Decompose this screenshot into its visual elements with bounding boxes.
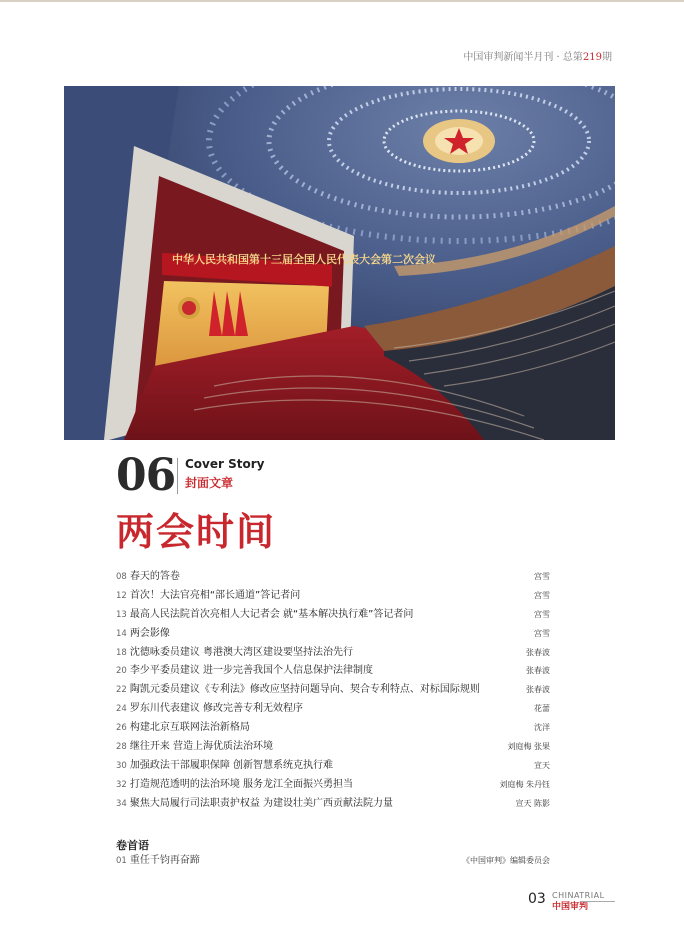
toc-author: 张春波 xyxy=(526,666,550,676)
toc-author: 刘庭梅 张果 xyxy=(507,742,550,752)
toc-title: 两会影像 xyxy=(129,627,170,639)
toc-page: 08 xyxy=(116,572,127,582)
toc-page: 12 xyxy=(116,590,127,601)
toc-title: 沈德咏委员建议 粤港澳大湾区建设要坚持法治先行 xyxy=(129,646,354,658)
toc-title: 首次！大法官亮相“部长通道”答记者问 xyxy=(129,589,301,601)
toc-author: 张春波 xyxy=(526,685,550,695)
toc-title: 春天的答卷 xyxy=(129,571,180,582)
toc-author: 宫雪 xyxy=(534,590,550,600)
toc-title: 聚焦大局履行司法职责护权益 为建设壮美广西贡献法院力量 xyxy=(129,797,394,809)
table-of-contents xyxy=(116,568,550,814)
toc-entry[interactable] xyxy=(116,644,550,663)
toc-entry[interactable] xyxy=(116,776,550,795)
toc-title: 打造规范透明的法治环境 服务龙江全面振兴勇担当 xyxy=(129,778,354,790)
section-label-en: Cover Story xyxy=(185,457,265,471)
toc-title: 最高人民法院首次亮相人大记者会 就“基本解决执行难”答记者问 xyxy=(129,608,414,620)
preface-heading: 卷首语 xyxy=(116,839,149,852)
section-number: 06 xyxy=(116,450,176,501)
toc-entry[interactable] xyxy=(116,625,550,644)
great-hall-photo xyxy=(64,86,615,440)
toc-entry[interactable] xyxy=(116,606,550,625)
cover-photo xyxy=(64,86,615,440)
toc-entry[interactable] xyxy=(116,795,550,814)
preface-entry[interactable] xyxy=(116,852,550,870)
toc-author: 花蕾 xyxy=(534,704,550,714)
toc-entry[interactable] xyxy=(116,662,550,681)
running-header xyxy=(463,48,612,63)
section-label-cn: 封面文章 xyxy=(185,476,234,490)
toc-author: 宣天 陈影 xyxy=(515,798,550,808)
toc-page: 28 xyxy=(116,742,127,753)
section-divider xyxy=(177,458,178,494)
header-suffix: 期 xyxy=(602,52,612,63)
preface-title: 重任千钧再奋蹄 xyxy=(129,855,200,866)
header-issue-number: 219 xyxy=(582,52,602,63)
footer-rule xyxy=(580,901,615,902)
toc-title: 继往开来 营造上海优质法治环境 xyxy=(129,741,274,753)
toc-page: 32 xyxy=(116,779,127,790)
toc-page: 14 xyxy=(116,628,127,639)
toc-page: 22 xyxy=(116,685,127,696)
toc-title: 陶凯元委员建议《专利法》修改应坚持问题导向、契合专利特点、对标国际规则 xyxy=(129,684,480,696)
toc-page: 20 xyxy=(116,666,127,677)
toc-title: 罗东川代表建议 修改完善专利无效程序 xyxy=(129,703,304,715)
toc-entry[interactable] xyxy=(116,757,550,776)
toc-title: 构建北京互联网法治新格局 xyxy=(129,722,250,734)
preface-page: 01 xyxy=(116,856,127,866)
toc-author: 沈洋 xyxy=(534,723,550,733)
toc-entry[interactable] xyxy=(116,681,550,700)
header-prefix: 中国审判新闻半月刊 · 总第 xyxy=(463,52,583,63)
toc-entry[interactable] xyxy=(116,719,550,738)
toc-page: 30 xyxy=(116,760,127,771)
toc-entry[interactable] xyxy=(116,738,550,757)
toc-page: 34 xyxy=(116,798,127,809)
toc-author: 刘庭梅 朱丹钰 xyxy=(499,779,550,789)
toc-page: 18 xyxy=(116,647,127,658)
toc-page: 24 xyxy=(116,704,127,715)
toc-author: 宫雪 xyxy=(534,628,550,638)
banner-text: 中华人民共和国第十三届全国人民代表大会第二次会议 xyxy=(172,253,436,266)
toc-entry[interactable] xyxy=(116,568,550,587)
toc-entry[interactable] xyxy=(116,700,550,719)
toc-page: 13 xyxy=(116,609,127,620)
toc-title: 加强政法干部履职保障 创新智慧系统克执行难 xyxy=(129,759,334,771)
brand-name-en: CHINATRIAL xyxy=(552,891,605,900)
toc-author: 宣天 xyxy=(534,760,550,770)
toc-title: 李少平委员建议 进一步完善我国个人信息保护法律制度 xyxy=(129,665,374,677)
feature-headline: 两会时间 xyxy=(116,509,277,554)
toc-entry[interactable] xyxy=(116,587,550,606)
top-rule xyxy=(0,0,684,2)
toc-author: 张春波 xyxy=(526,647,550,657)
toc-page: 26 xyxy=(116,723,127,734)
toc-author: 宫雪 xyxy=(534,609,550,619)
preface-author: 《中国审判》编辑委员会 xyxy=(462,856,550,865)
brand-name-cn: 中国审判 xyxy=(552,902,589,912)
toc-author: 宫雪 xyxy=(534,572,550,581)
page-number: 03 xyxy=(528,891,546,907)
